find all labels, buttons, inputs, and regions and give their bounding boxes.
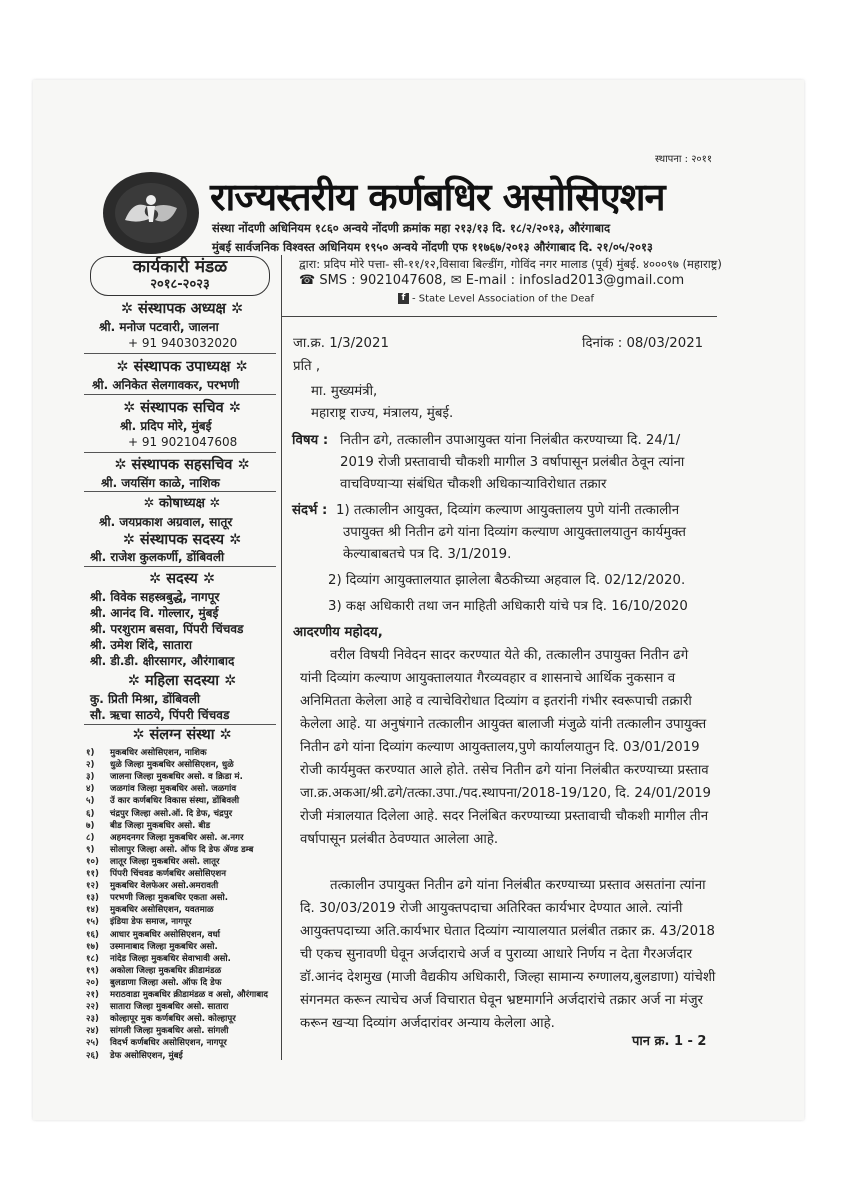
founder-secretary-title: ✲ संस्थापक सचिव ✲ xyxy=(123,400,241,416)
subject-line: नितीन ढगे, तत्कालीन उपाआयुक्त यांना निलंबीत करण्याच्या दि. 24/1/ xyxy=(340,433,681,448)
affiliated-item-name: नांदेड जिल्हा मुकबधिर सेवाभावी असो. xyxy=(110,953,231,964)
email-address: E-mail : infoslad2013@gmail.com xyxy=(465,273,685,288)
reference-1-line: केल्याबाबतचे पत्र दि. 3/1/2019. xyxy=(343,547,512,562)
affiliated-item xyxy=(86,904,213,916)
affiliated-item xyxy=(86,1025,228,1037)
address-line: द्वारा: प्रदिप मोरे पत्ता- सी-११/१२,विसावा बिल्डींग, गोविंद नगर मालाड (पूर्व) मुंबई. ४०००९७ (महाराष्ट्र) xyxy=(299,257,722,271)
affiliated-item-name: कोल्हापूर मुक कर्णबधिर असो. कोल्हापूर xyxy=(110,1014,236,1025)
affiliated-item-name: आधार मुकबधिर असोसिएशन, वर्धा xyxy=(110,929,221,940)
founder-member-title: ✲ संस्थापक सदस्य ✲ xyxy=(122,532,242,548)
treasurer-name: श्री. जयप्रकाश अग्रवाल, सातूर xyxy=(99,515,233,529)
affiliated-item-number: १) xyxy=(86,748,95,758)
affiliated-item-name: सातारा जिल्हा मुकबधिर असो. सातारा xyxy=(110,1002,229,1013)
affiliated-item xyxy=(86,1050,183,1062)
affiliated-item-name: बीड जिल्हा मुकबधिर असो. बीड xyxy=(110,820,211,831)
affiliated-item xyxy=(86,892,228,904)
affiliated-item-number: २२) xyxy=(86,1002,99,1013)
paragraph-line: करून खऱ्या दिव्यांग अर्जदारांवर अन्याय केलेला आहे. xyxy=(300,1016,555,1031)
affiliated-item-number: १०) xyxy=(86,856,99,867)
affiliated-item-name: पिंपरी चिंचवड कर्णबधिर असोसिएशन xyxy=(110,869,226,879)
paragraph-line: वरील विषयी निवेदन सादर करण्यात येते की, तत्कालीन उपायुक्त नितीन ढगे xyxy=(330,648,689,663)
founder-president-phone: + 91 9403032020 xyxy=(128,336,238,350)
affiliated-item-number: १२) xyxy=(86,881,99,892)
affiliated-item xyxy=(86,808,232,820)
facebook-page: - State Level Association of the Deaf xyxy=(412,293,595,305)
affiliated-item-name: सोलापुर जिल्हा असो. ऑफ दि डेफ ॲण्ड डम्ब xyxy=(110,844,254,855)
affiliated-item-number: २४) xyxy=(86,1026,99,1037)
affiliated-item-name: जळगांव जिल्हा मुकबधिर असो. जळगांव xyxy=(110,784,237,795)
affiliated-item-name: लातूर जिल्हा मुकबधिर असो. लातूर xyxy=(110,856,220,867)
affiliated-item xyxy=(86,953,231,965)
affiliated-item xyxy=(86,1013,236,1025)
affiliated-item-name: डेफ असोसिएशन, मुंबई xyxy=(110,1050,183,1061)
whatsapp-icon: ☎ xyxy=(299,273,316,288)
founder-secretary-name: श्री. प्रदिप मोरे, मुंबई xyxy=(120,419,212,433)
paragraph-line: केलेला आहे. या अनुषंगाने तत्कालीन आयुक्त बालाजी मंजुळे यांनी तत्कालीन उपायुक्त xyxy=(300,717,707,732)
affiliated-item-number: २३) xyxy=(86,1014,99,1025)
paragraph-line: डॉ.आनंद देशमुख (माजी वैद्यकीय अधिकारी, जिल्हा सामान्य रुग्णालय,बुलडाणा) यांचेशी xyxy=(300,970,716,985)
contact-line xyxy=(299,273,684,288)
affiliated-item-name: अहमदनगर जिल्हा मुकबधिर असो. अ.नगर xyxy=(110,832,244,843)
affiliated-item-name: मुकबधिर वेलफेअर असो.अमरावती xyxy=(110,881,219,892)
women-member-item: सौ. ऋचा साठये, पिंपरी चिंचवड xyxy=(90,708,230,722)
founder-president-title: ✲ संस्थापक अध्यक्ष ✲ xyxy=(120,301,244,317)
founder-secretary-phone: + 91 9021047608 xyxy=(128,435,238,449)
paragraph-line: ची एकच सुनावणी घेवून अर्जदाराचे अर्ज व पुराव्या आधारे निर्णय न देता गैरअर्जदार xyxy=(300,947,693,962)
member-item: श्री. उमेश शिंदे, सातारा xyxy=(90,638,192,652)
affiliated-item-number: ५) xyxy=(86,796,95,807)
divider xyxy=(84,491,276,492)
reference-label: संदर्भ : xyxy=(292,503,328,518)
affiliated-item-number: १४) xyxy=(86,905,99,916)
reference-3: 3) कक्ष अधिकारी तथा जन माहिती अधिकारी यांचे पत्र दि. 16/10/2020 xyxy=(328,599,688,614)
founder-vp-name: श्री. अनिकेत सेलगावकर, परभणी xyxy=(92,378,240,392)
affiliated-item xyxy=(86,771,243,783)
salutation: आदरणीय महोदय, xyxy=(293,625,383,640)
affiliated-item xyxy=(86,783,236,795)
affiliated-item-number: ६) xyxy=(86,808,95,819)
affiliated-item-number: ११) xyxy=(86,869,99,879)
reference-number: जा.क्र. 1/3/2021 xyxy=(293,336,389,351)
paragraph-2 xyxy=(300,874,718,1035)
affiliated-item xyxy=(86,965,221,977)
affiliated-item-number: ३) xyxy=(86,772,95,783)
page-number: पान क्र. 1 - 2 xyxy=(632,1034,707,1049)
members-title: ✲ सदस्य ✲ xyxy=(149,571,215,587)
to-label: प्रति , xyxy=(293,359,321,374)
sms-number: SMS : 9021047608, xyxy=(319,273,447,288)
member-item: श्री. डी.डी. क्षीरसागर, औरंगाबाद xyxy=(90,654,235,668)
affiliated-item-name: सांगली जिल्हा मुकबधिर असो. सांगली xyxy=(110,1026,229,1037)
paragraph-line: यांनी दिव्यांग कल्याण आयुक्तालयात गैरव्यवहार व शासनाचे आर्थिक नुकसान व xyxy=(300,671,676,686)
affiliated-title: ✲ संलग्न संस्था ✲ xyxy=(132,727,232,743)
affiliated-item-number: १५) xyxy=(86,917,99,928)
paragraph-line: जा.क्र.अकआ/श्री.ढगे/तत्का.उपा./पद.स्थापना/2018-19/120, दि. 24/01/2019 xyxy=(300,786,712,801)
affiliated-item-name: उॅ कार कर्णबधिर विकास संस्था, डोंबिवली xyxy=(110,796,240,807)
paragraph-line: रोजी मंत्रालयात दिलेला आहे. सदर निलंबित करण्याच्या प्रस्तावाची चौकशी मागील तीन xyxy=(300,809,709,824)
header-divider xyxy=(281,316,717,317)
reference-1-line: उपायुक्त श्री नितीन ढगे यांना दिव्यांग कल्याण आयुक्तालयातुन कार्यमुक्त xyxy=(343,525,686,540)
affiliated-item xyxy=(86,989,268,1001)
women-members-title: ✲ महिला सदस्या ✲ xyxy=(127,673,237,689)
affiliated-item xyxy=(86,977,221,989)
affiliated-item-number: ९) xyxy=(86,844,95,855)
recipient-line-2: महाराष्ट्र राज्य, मंत्रालय, मुंबई. xyxy=(311,406,454,421)
registration-line-1: संस्था नोंदणी अधिनियम १८६० अन्वये नोंदणी क्रमांक महा २१३/१३ दि. १८/२/२०१३, औरंगाबाद xyxy=(212,221,611,235)
paragraph-line: नितीन ढगे यांना दिव्यांग कल्याण आयुक्तालय,पुणे कार्यालयातुन दि. 03/01/2019 xyxy=(300,740,700,755)
affiliated-item-number: ८) xyxy=(86,832,95,843)
founder-member-name: श्री. राजेश कुलकर्णी, डोंबिवली xyxy=(90,550,225,564)
affiliated-item-name: इंडिया डेफ समाज, नागपूर xyxy=(110,917,192,928)
reference-1-line: 1) तत्कालीन आयुक्त, दिव्यांग कल्याण आयुक्तालय पुणे यांनी तत्कालीन xyxy=(336,503,680,518)
affiliated-item xyxy=(86,1001,228,1013)
affiliated-item-name: चंद्रपुर जिल्हा असो.ऑ. दि डेफ, चंद्रपुर xyxy=(110,808,233,819)
founder-president-name: श्री. मनोज पटवारी, जालना xyxy=(99,320,219,334)
affiliated-item-name: परभणी जिल्हा मुकबधिर एकता असो. xyxy=(110,893,228,904)
paragraph-line: रोजी कार्यमुक्त करण्यात आले होते. तसेच नितीन ढगे यांना निलंबीत करण्याच्या प्रस्ताव xyxy=(300,763,709,778)
committee-years: २०१८-२०२३ xyxy=(150,277,210,292)
committee-heading-box xyxy=(90,256,270,296)
affiliated-item xyxy=(86,795,239,807)
affiliated-item-number: २०) xyxy=(86,977,99,988)
affiliated-item-number: १७) xyxy=(86,941,99,952)
affiliated-item-number: २१) xyxy=(86,990,99,1000)
paragraph-line: दि. 30/03/2019 रोजी आयुक्तपदाचा अतिरिक्त कार्यभार देण्यात आले. त्यांनी xyxy=(300,901,683,916)
affiliated-item-name: बुलडाणा जिल्हा असो. ऑफ दि डेफ xyxy=(110,977,222,988)
affiliated-item-number: १६) xyxy=(86,929,99,940)
member-item: श्री. परशुराम बसवा, पिंपरी चिंचवड xyxy=(90,622,244,636)
hands-logo-icon xyxy=(111,180,191,246)
paragraph-line: वर्षापासून प्रलंबीत ठेवण्यात आलेला आहे. xyxy=(300,832,499,847)
affiliated-item-number: १९) xyxy=(86,965,99,976)
subject-label: विषय : xyxy=(292,433,329,448)
affiliated-item-number: ४) xyxy=(86,784,95,795)
affiliated-item-number: १८) xyxy=(86,953,99,964)
divider xyxy=(84,566,276,567)
affiliated-item xyxy=(86,941,218,953)
affiliated-item-number: २) xyxy=(86,760,95,771)
affiliated-item-name: मराठवाडा मुकबधिर क्रीडामंडळ व असो, औरंगाबाद xyxy=(110,990,268,1000)
affiliated-item xyxy=(86,868,226,880)
affiliated-item xyxy=(86,880,218,892)
affiliated-item xyxy=(86,832,244,844)
paragraph-line: संगनमत करून त्याचेच अर्ज विचारात घेवून भ्रष्टमार्गाने अर्जदारांचे तक्रार अर्ज ना मंजुर xyxy=(300,993,703,1008)
facebook-line xyxy=(398,293,594,305)
treasurer-title: ✲ कोषाध्यक्ष ✲ xyxy=(143,496,221,511)
committee-title: कार्यकारी मंडळ xyxy=(132,257,228,277)
affiliated-item-name: मुकबधिर असोसिएशन, यवतमाळ xyxy=(110,905,214,916)
affiliated-item xyxy=(86,759,234,771)
affiliated-item xyxy=(86,820,210,832)
founder-jt-secretary-name: श्री. जयसिंग काळे, नाशिक xyxy=(101,476,220,490)
subject-line: 2019 रोजी प्रस्तावाची चौकशी मागील 3 वर्षापासून प्रलंबीत ठेवून त्यांना xyxy=(340,455,685,470)
mail-icon: ✉ xyxy=(450,273,462,288)
affiliated-item xyxy=(86,844,253,856)
member-item: श्री. आनंद वि. गोल्लार, मुंबई xyxy=(90,606,219,620)
column-divider xyxy=(281,255,282,1060)
affiliated-item xyxy=(86,916,192,928)
affiliated-item-name: अकोला जिल्हा मुकबधिर क्रीडामंडळ xyxy=(110,965,222,976)
paragraph-line: अनिमितता केलेला आहे व त्याचेविरोधात दिव्यांग व इतरांनी गंभीर स्वरूपाची तक्रारी xyxy=(300,694,692,709)
divider xyxy=(84,452,276,453)
founder-vp-title: ✲ संस्थापक उपाध्यक्ष ✲ xyxy=(116,359,248,375)
letter-date: दिनांक : 08/03/2021 xyxy=(582,336,704,351)
divider xyxy=(84,353,276,354)
paragraph-line: तत्कालीन उपायुक्त नितीन ढगे यांना निलंबीत करण्याच्या प्रस्ताव असतांना त्यांना xyxy=(330,878,706,893)
affiliated-item-number: २६) xyxy=(86,1050,99,1061)
subject-line: वाचविण्याऱ्या संबंधित चौकशी अधिकाऱ्याविरोधात तक्रार xyxy=(340,477,607,492)
registration-line-2: मुंबई सार्वजनिक विश्‍वस्त अधिनियम १९५० अन्वये नोंदणी एफ ११७६७/२०१३ औरंगाबाद दि. २१/०५/२०१३ xyxy=(212,240,653,254)
affiliated-item-number: २५) xyxy=(86,1038,99,1049)
recipient-line-1: मा. मुख्यमंत्री, xyxy=(311,384,378,399)
affiliated-item-name: जालना जिल्हा मुकबधिर असो. व क्रिडा मं. xyxy=(110,772,243,783)
affiliated-item-name: उस्मानाबाद जिल्हा मुकबधिर असो. xyxy=(110,941,218,952)
established-year: स्थापना : २०११ xyxy=(655,154,713,165)
affiliated-item-name: धुळे जिल्हा मुकबधिर असोसिएशन, धुळे xyxy=(110,760,234,771)
facebook-icon: f xyxy=(398,293,409,304)
divider xyxy=(84,394,276,395)
women-member-item: कु. प्रिती मिश्रा, डोंबिवली xyxy=(90,692,201,706)
affiliated-item-number: ७) xyxy=(86,820,95,831)
paragraph-1 xyxy=(300,644,718,851)
affiliated-item-name: मुकबधिर असोसिएशन, नाशिक xyxy=(110,748,207,758)
reference-2: 2) दिव्यांग आयुक्तालयात झालेला बैठकीच्या अहवाल दि. 02/12/2020. xyxy=(328,573,686,588)
organization-name: राज्यस्तरीय कर्णबधिर असोसिएशन xyxy=(210,174,665,219)
paragraph-line: आयुक्तपदाच्या अति.कार्यभार घेतात दिव्यांग न्यायालयात प्रलंबीत तक्रार क्र. 43/2018 xyxy=(300,924,715,939)
association-logo xyxy=(103,172,199,254)
affiliated-item xyxy=(86,1037,227,1049)
affiliated-item-number: १३) xyxy=(86,893,99,904)
affiliated-item xyxy=(86,929,220,941)
member-item: श्री. विवेक सहस्त्रबुद्धे, नागपूर xyxy=(90,590,220,604)
founder-jt-secretary-title: ✲ संस्थापक सहसचिव ✲ xyxy=(114,457,250,473)
affiliated-item xyxy=(86,747,207,759)
affiliated-item-name: विदर्भ कर्णबधिर असोसिएशन, नागपूर xyxy=(110,1038,227,1049)
affiliated-item xyxy=(86,856,220,868)
